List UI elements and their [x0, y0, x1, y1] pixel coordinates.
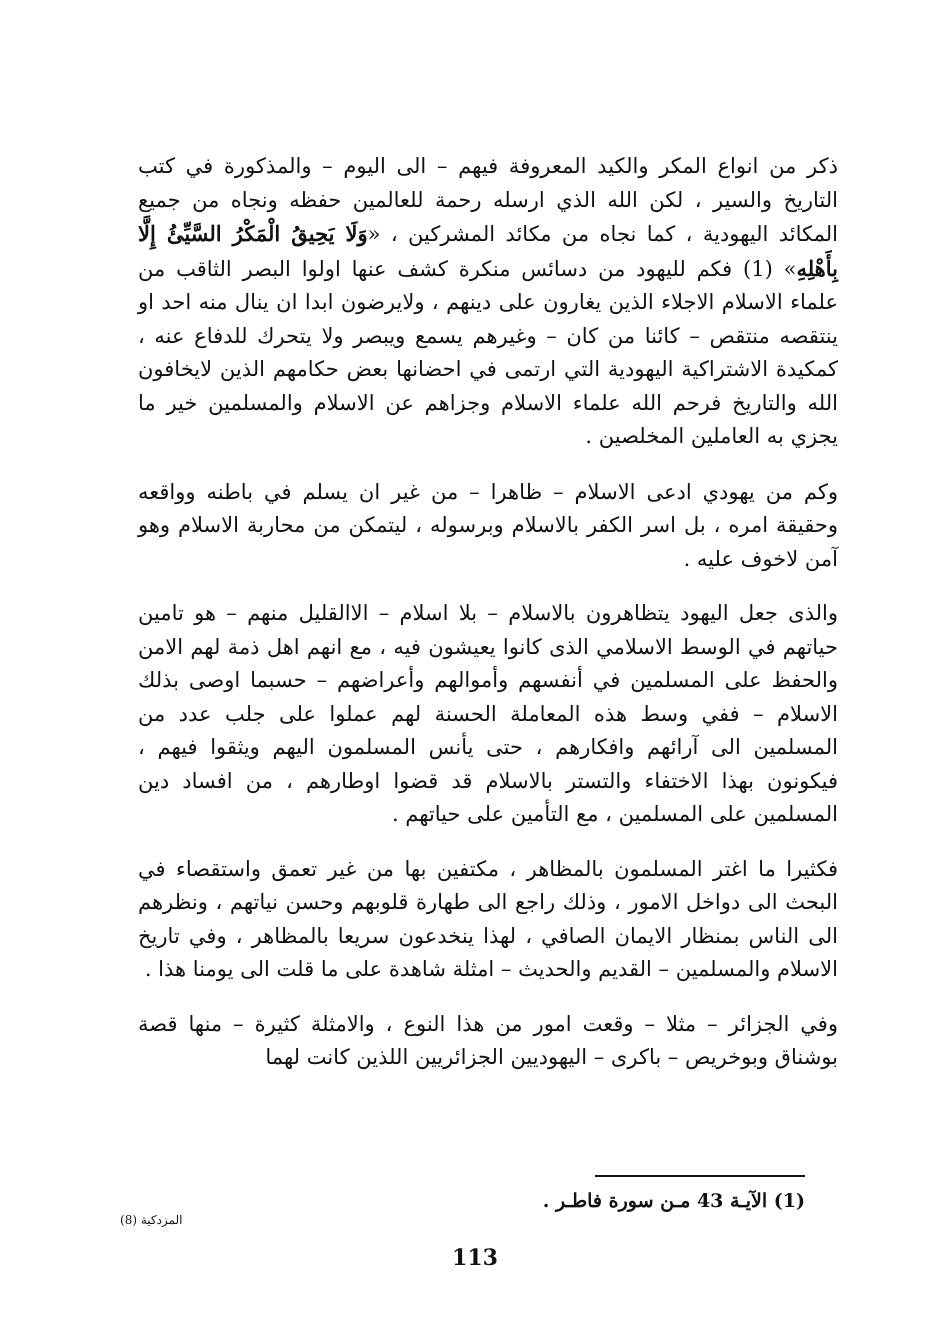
paragraph-3: والذى جعل اليهود يتظاهرون بالاسلام – بلا اسلام – الاالقليل منهم – هو تامين حياتهم في الوسط الاسلامي الذى كانوا يعيشون فيه ، مع انهم اهل ذمة لهم الامن والحفظ على المسلمين في أنفسهم وأموالهم وأعراضهم – حسبما اوصى بذلك الاسلام – ففي وسط هذه المعاملة الحسنة لهم عملوا على جلب عدد من المسلمين الى آرائهم وافكارهم ، حتى يأنس المسلمون اليهم ويثقوا فيهم ، فيكونون بهذا الاختفاء والتستر بالاسلام قد قضوا اوطارهم ، من افساد دين المسلمين على المسلمين ، مع التأمين على حياتهم . [138, 601, 838, 826]
paragraph-5: وفي الجزائر – مثلا – وقعت امور من هذا النوع ، والامثلة كثيرة – منها قصة بوشناق وبوخريص – باكرى – اليهوديين الجزائريين اللذين كانت لهما [138, 1011, 838, 1069]
paragraph-4: فكثيرا ما اغتر المسلمون بالمظاهر ، مكتفين بها من غير تعمق واستقصاء في البحث الى دواخل الامور ، وذلك راجع الى طهارة قلوبهم وحسن نياتهم ، ونظرهم الى الناس بمنظار الايمان الصافي ، لهذا ينخدعون سريعا بالمظاهر ، وفي تاريخ الاسلام والمسلمين – القديم والحديث – امثلة شاهدة على ما قلت الى يومنا هذا . [138, 856, 838, 981]
page-number: 113 [452, 1245, 498, 1271]
footnote-divider [595, 1175, 805, 1177]
paragraph-2: وكم من يهودي ادعى الاسلام – ظاهرا – من غير ان يسلم في باطنه وواقعه وحقيقة امره ، بل اسر الكفر بالاسلام وبرسوله ، ليتمكن من محاربة الاسلام وهو آمن لاخوف عليه . [138, 479, 838, 571]
paragraph-1 [138, 150, 838, 454]
paragraph-1-text: ذكر من انواع المكر والكيد المعروفة فيهم – الى اليوم – والمذكورة في كتب التاريخ والسير ، لكن الله الذي ارسله رحمة للعالمين حفظه ونجاه من جميع المكائد اليهودية ، كما نجاه من مكائد المشركين ، « [138, 154, 838, 246]
footnote: (1) الآيـة 43 مـن سورة فاطـر . [542, 1190, 805, 1212]
quran-verse: وَلَا يَحِيقُ الْمَكْرُ السَّيِّئُ إِلَّا بِأَهْلِهِ [138, 221, 838, 281]
main-text [138, 150, 838, 1096]
paragraph-1-continuation: » (1) فكم لليهود من دسائس منكرة كشف عنها اولوا البصر الثاقب من علماء الاسلام الاجلاء الذين يغارون على دينهم ، ولايرضون ابدا ان ينال منه احد او ينتقصه منتقص – كائنا من كان – وغيرهم يسمع ويبصر ولا يتحرك للدفاع عنه ، كمكيدة الاشتراكية اليهودية التي ارتمى في احضانها بعض حكامهم الذين لايخافون الله والتاريخ فرحم الله علماء الاسلام وجزاهم عن الاسلام والمسلمين خير ما يجزي به العاملين المخلصين . [138, 256, 838, 448]
signature-mark: المزدكية (8) [120, 1213, 183, 1227]
